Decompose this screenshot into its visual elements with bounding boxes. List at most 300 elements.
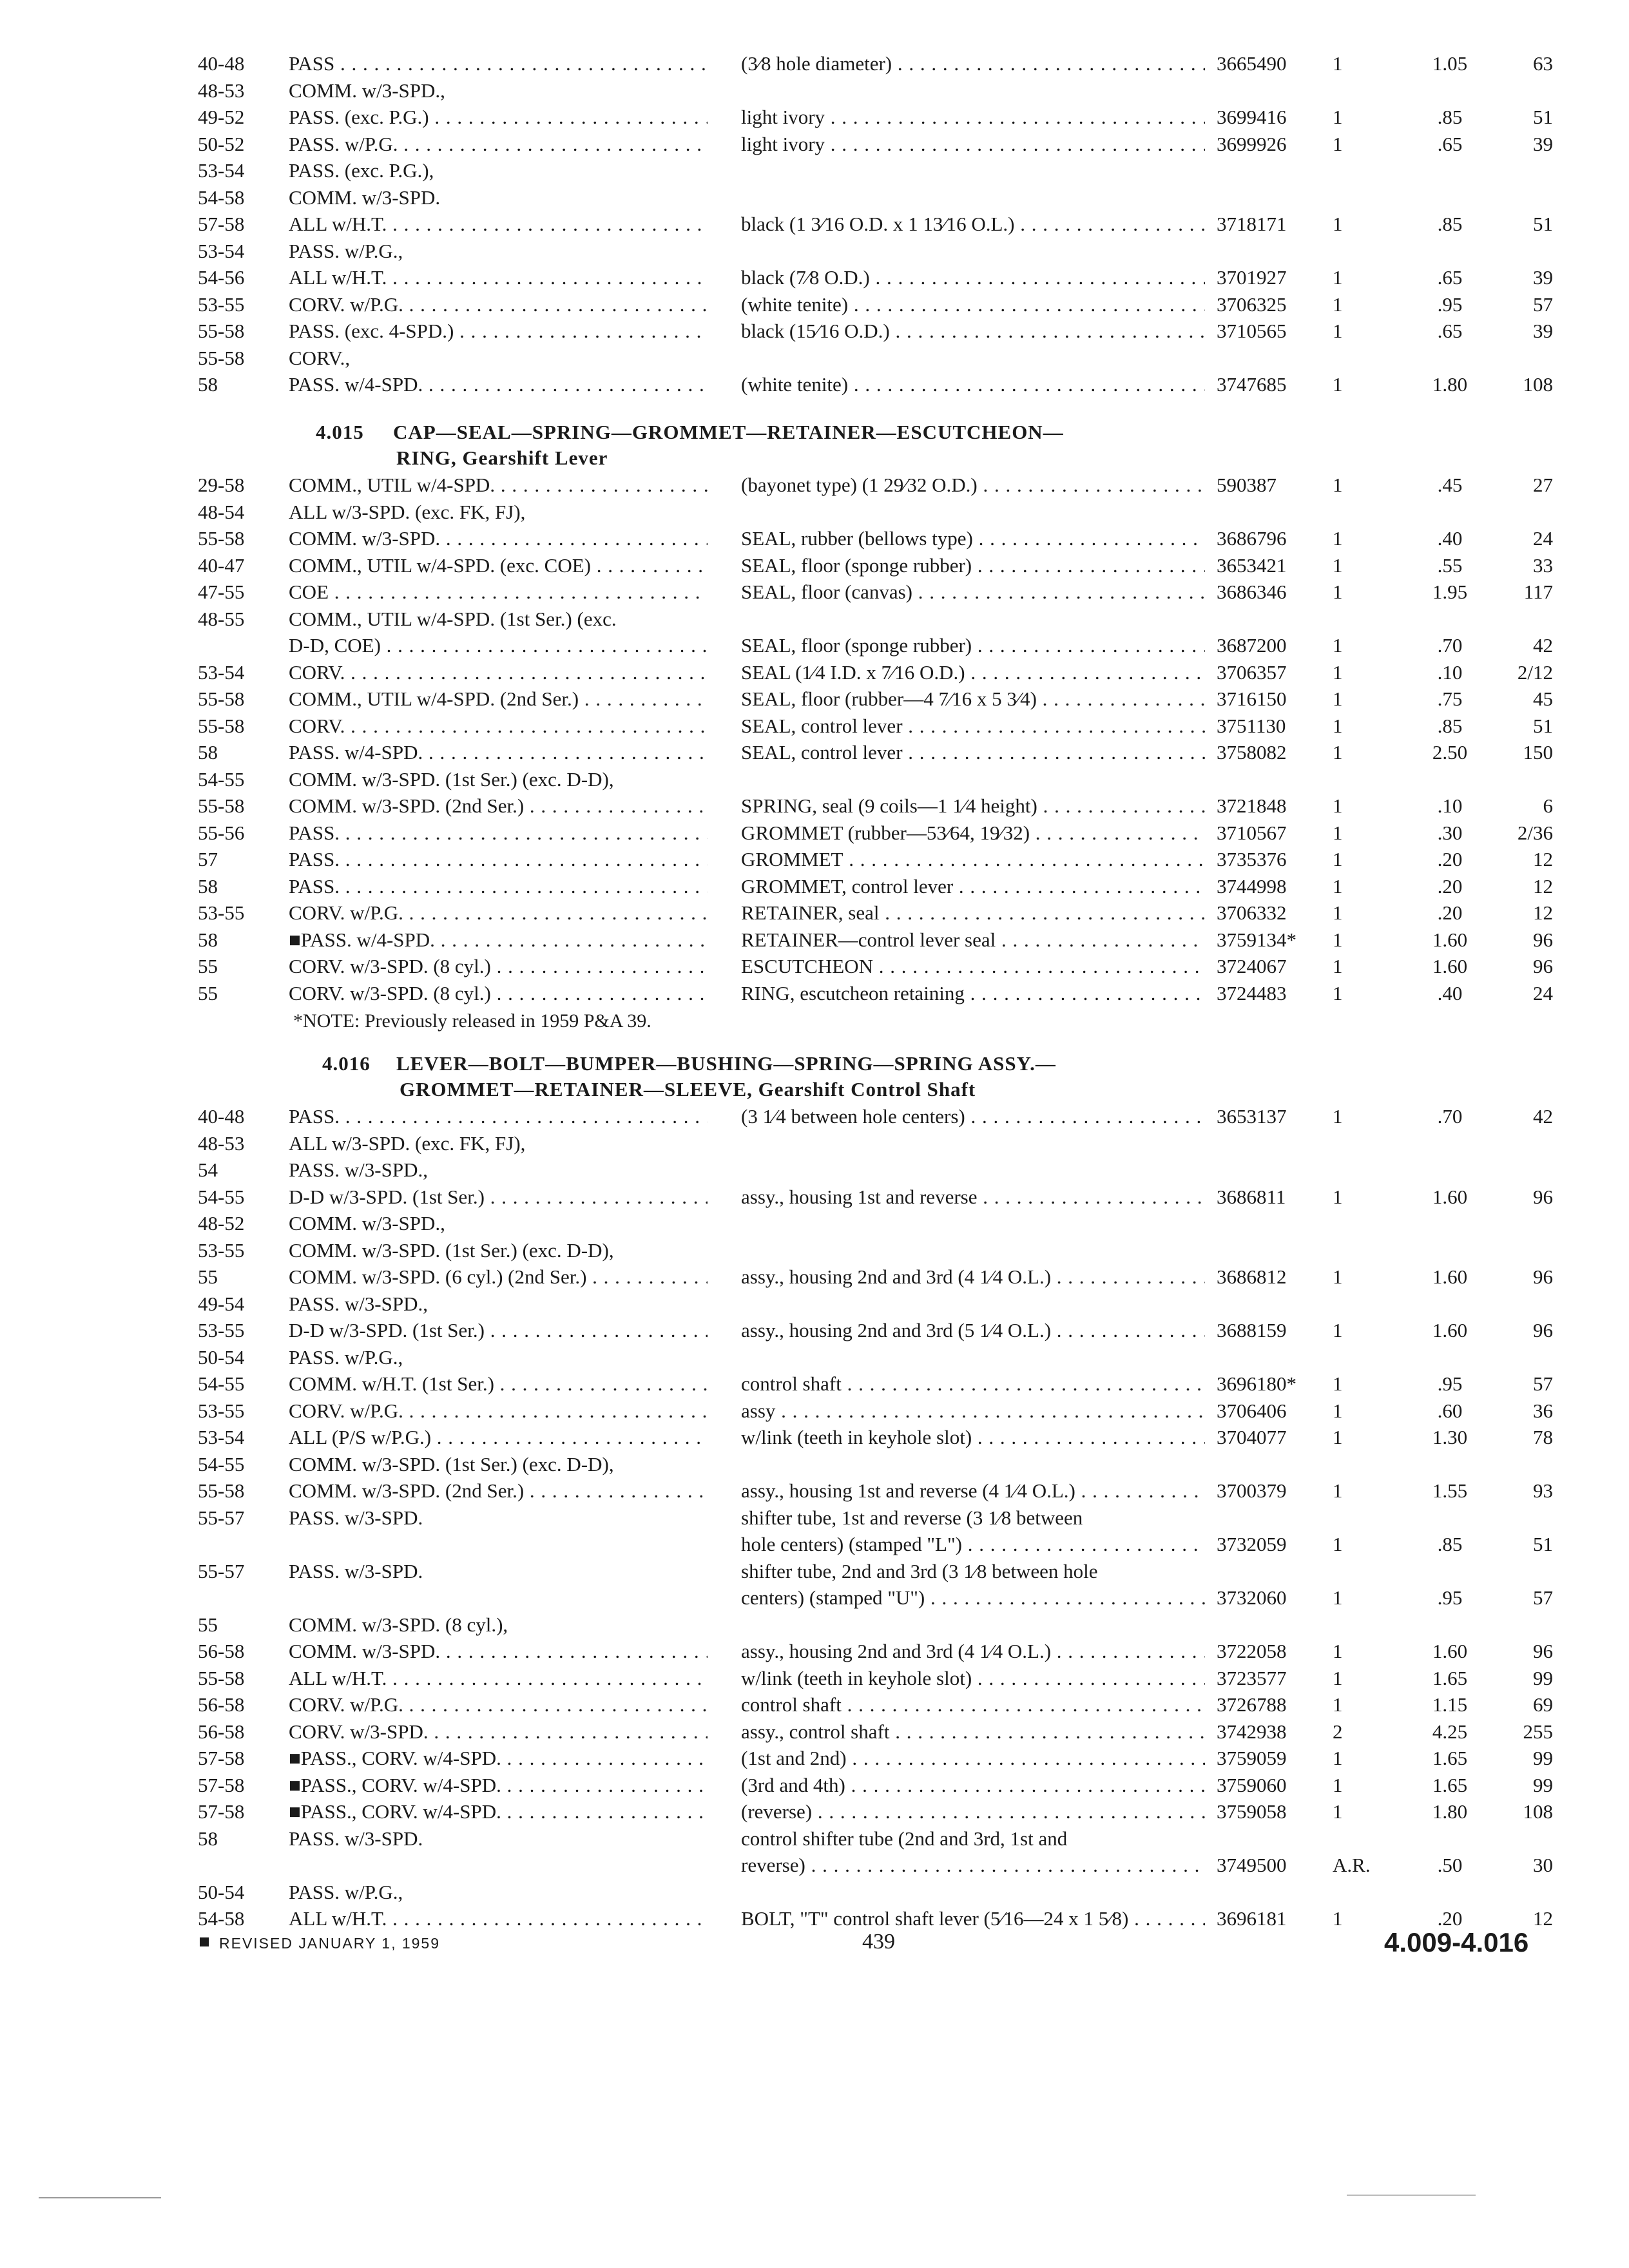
part-number: 3747685 — [1217, 373, 1287, 396]
dealer-price: 2/36 — [1517, 821, 1553, 844]
parts-row — [0, 606, 1629, 633]
quantity: 1 — [1333, 1105, 1343, 1128]
parts-row — [0, 686, 1629, 713]
description: GROMMET . . . — [741, 846, 1205, 873]
part-number: 3699926 — [1217, 132, 1287, 155]
parts-row — [0, 472, 1629, 499]
dealer-price: 96 — [1533, 1265, 1553, 1288]
parts-row — [0, 238, 1629, 265]
quantity: 1 — [1333, 687, 1343, 710]
part-number: 3718171 — [1217, 213, 1287, 235]
description: RETAINER, seal . . . — [741, 899, 1205, 927]
part-number: 3732059 — [1217, 1533, 1287, 1555]
application: COMM. w/3-SPD. (8 cyl.), — [289, 1613, 508, 1636]
year-range: 40-48 — [198, 1105, 245, 1128]
year-range: 54-55 — [198, 1185, 245, 1208]
quantity: 1 — [1333, 213, 1343, 235]
description: assy., housing 2nd and 3rd (4 1⁄4 O.L.) . . . — [741, 1264, 1205, 1291]
description: RING, escutcheon retaining . . . — [741, 980, 1205, 1007]
dealer-price: 93 — [1533, 1479, 1553, 1502]
parts-row — [0, 1584, 1629, 1611]
parts-row — [0, 1210, 1629, 1237]
quantity: 1 — [1333, 741, 1343, 764]
part-number: 3742938 — [1217, 1720, 1287, 1743]
dealer-price: 99 — [1533, 1773, 1553, 1796]
application: PASS. . . . — [289, 873, 708, 900]
year-range: 48-52 — [198, 1212, 245, 1235]
application: COMM. w/3-SPD. . . . — [289, 1638, 708, 1665]
description: control shifter tube (2nd and 3rd, 1st and — [741, 1827, 1068, 1850]
parts-row — [0, 846, 1629, 873]
year-range: 49-54 — [198, 1292, 245, 1315]
application: COMM. w/3-SPD. (1st Ser.) (exc. D-D), — [289, 767, 614, 791]
year-range: 40-48 — [198, 52, 245, 75]
application: ■PASS., CORV. w/4-SPD. . . . — [289, 1745, 708, 1772]
application: PASS. (exc. P.G.), — [289, 159, 434, 182]
application: ALL w/H.T. . . . — [289, 211, 708, 238]
dealer-price: 45 — [1533, 687, 1553, 710]
application: D-D w/3-SPD. (1st Ser.) . . . — [289, 1184, 708, 1211]
part-number: 3735376 — [1217, 848, 1287, 870]
list-price: .95 — [1437, 1372, 1463, 1395]
year-range: 29-58 — [198, 474, 245, 496]
dealer-price: 96 — [1533, 955, 1553, 977]
description: light ivory . . . — [741, 131, 1205, 158]
description: (white tenite) . . . — [741, 371, 1205, 398]
application: ■PASS., CORV. w/4-SPD. . . . — [289, 1798, 708, 1825]
year-range: 54-58 — [198, 1907, 245, 1930]
application: COMM. w/3-SPD. (2nd Ser.) . . . — [289, 1477, 708, 1504]
parts-row — [0, 1291, 1629, 1318]
list-price: 1.65 — [1432, 1666, 1468, 1689]
application: CORV. w/3-SPD. (8 cyl.) . . . — [289, 953, 708, 980]
application: COMM., UTIL w/4-SPD. . . . — [289, 472, 708, 499]
parts-row — [0, 1184, 1629, 1211]
description: SEAL, rubber (bellows type) . . . — [741, 525, 1205, 552]
part-number: 590387 — [1217, 474, 1277, 496]
quantity: 1 — [1333, 320, 1343, 342]
description: SEAL, control lever . . . — [741, 739, 1205, 766]
part-number: 3696181 — [1217, 1907, 1287, 1930]
quantity: 1 — [1333, 527, 1343, 550]
application: ALL w/3-SPD. (exc. FK, FJ), — [289, 500, 526, 523]
year-range: 58 — [198, 1827, 218, 1850]
quantity: 1 — [1333, 1185, 1343, 1208]
year-range: 55-57 — [198, 1559, 245, 1582]
year-range: 54-55 — [198, 1452, 245, 1475]
dealer-price: 99 — [1533, 1666, 1553, 1689]
year-range: 55 — [198, 1613, 218, 1636]
list-price: .85 — [1437, 1533, 1463, 1555]
quantity: 1 — [1333, 874, 1343, 898]
part-number: 3686812 — [1217, 1265, 1287, 1288]
application: PASS. w/4-SPD. . . . — [289, 739, 708, 766]
application: ■PASS. w/4-SPD. . . . — [289, 927, 708, 954]
dealer-price: 39 — [1533, 132, 1553, 155]
quantity: 1 — [1333, 928, 1343, 951]
part-number: 3726788 — [1217, 1693, 1287, 1716]
application: COMM. w/3-SPD., — [289, 1212, 445, 1235]
quantity: 1 — [1333, 1640, 1343, 1662]
list-price: .20 — [1437, 874, 1463, 898]
list-price: .75 — [1437, 687, 1463, 710]
parts-row — [0, 50, 1629, 77]
year-range: 50-54 — [198, 1880, 245, 1903]
part-number: 3759134* — [1217, 928, 1296, 951]
part-number: 3758082 — [1217, 741, 1287, 764]
application: CORV. . . . — [289, 659, 708, 686]
application: PASS. w/P.G., — [289, 1345, 403, 1369]
list-price: .40 — [1437, 527, 1463, 550]
parts-row — [0, 953, 1629, 980]
application: CORV. w/3-SPD. . . . — [289, 1718, 708, 1745]
parts-row — [0, 1745, 1629, 1772]
list-price: .20 — [1437, 901, 1463, 924]
application: PASS. (exc. P.G.) . . . — [289, 104, 708, 131]
dealer-price: 39 — [1533, 320, 1553, 342]
application: PASS. w/P.G. . . . — [289, 131, 708, 158]
description: reverse) . . . — [741, 1852, 1205, 1879]
year-range: 58 — [198, 874, 218, 898]
year-range: 58 — [198, 741, 218, 764]
list-price: 1.55 — [1432, 1479, 1468, 1502]
quantity: 1 — [1333, 132, 1343, 155]
quantity: 1 — [1333, 293, 1343, 316]
year-range: 55-58 — [198, 527, 245, 550]
year-range: 50-52 — [198, 132, 245, 155]
list-price: 1.15 — [1432, 1693, 1468, 1716]
description: SEAL, control lever . . . — [741, 713, 1205, 740]
quantity: 1 — [1333, 955, 1343, 977]
parts-row — [0, 499, 1629, 526]
application: PASS. (exc. 4-SPD.) . . . — [289, 318, 708, 345]
year-range: 53-55 — [198, 1238, 245, 1262]
description: assy . . . — [741, 1398, 1205, 1425]
list-price: 2.50 — [1432, 741, 1468, 764]
dealer-price: 57 — [1533, 1586, 1553, 1609]
application: CORV. w/P.G. . . . — [289, 291, 708, 318]
year-range: 57 — [198, 848, 218, 870]
part-number: 3688159 — [1217, 1319, 1287, 1341]
application: COMM., UTIL w/4-SPD. (2nd Ser.) . . . — [289, 686, 708, 713]
parts-row — [0, 1691, 1629, 1718]
parts-row — [0, 820, 1629, 847]
list-price: .10 — [1437, 660, 1463, 684]
dealer-price: 36 — [1533, 1399, 1553, 1422]
part-number: 3686796 — [1217, 527, 1287, 550]
year-range: 50-54 — [198, 1345, 245, 1369]
application: COMM. w/3-SPD. (2nd Ser.) . . . — [289, 793, 708, 820]
parts-row — [0, 1531, 1629, 1558]
application: PASS. . . . — [289, 820, 708, 847]
quantity: 1 — [1333, 821, 1343, 844]
parts-row — [0, 184, 1629, 211]
list-price: 1.95 — [1432, 581, 1468, 603]
dealer-price: 96 — [1533, 1319, 1553, 1341]
dealer-price: 96 — [1533, 1185, 1553, 1208]
application: ALL w/H.T. . . . — [289, 264, 708, 291]
application: COE . . . — [289, 579, 708, 606]
parts-row — [0, 1825, 1629, 1852]
part-number: 3716150 — [1217, 687, 1287, 710]
dealer-price: 51 — [1533, 106, 1553, 128]
list-price: .95 — [1437, 293, 1463, 316]
quantity: 1 — [1333, 1533, 1343, 1555]
part-number: 3721848 — [1217, 794, 1287, 817]
list-price: .50 — [1437, 1854, 1463, 1876]
dealer-price: 6 — [1543, 794, 1553, 817]
dealer-price: 33 — [1533, 553, 1553, 577]
list-price: .70 — [1437, 634, 1463, 657]
parts-row — [0, 873, 1629, 900]
part-number: 3723577 — [1217, 1666, 1287, 1689]
part-number: 3699416 — [1217, 106, 1287, 128]
parts-row — [0, 131, 1629, 158]
application: COMM. w/3-SPD. . . . — [289, 525, 708, 552]
section-title: CAP—SEAL—SPRING—GROMMET—RETAINER—ESCUTCHEON— — [393, 421, 1064, 443]
list-price: .65 — [1437, 132, 1463, 155]
year-range: 53-55 — [198, 1319, 245, 1341]
list-price: .85 — [1437, 106, 1463, 128]
parts-row — [0, 345, 1629, 372]
year-range: 55-58 — [198, 794, 245, 817]
list-price: 1.05 — [1432, 52, 1468, 75]
section-number: 4.015 — [316, 421, 364, 443]
year-range: 55-58 — [198, 687, 245, 710]
dealer-price: 108 — [1523, 373, 1553, 396]
year-range: 57-58 — [198, 1773, 245, 1796]
dealer-price: 12 — [1533, 848, 1553, 870]
part-number: 3686811 — [1217, 1185, 1286, 1208]
quantity: 1 — [1333, 1907, 1343, 1930]
application: CORV. w/3-SPD. (8 cyl.) . . . — [289, 980, 708, 1007]
quantity: 1 — [1333, 1265, 1343, 1288]
year-range: 48-55 — [198, 607, 245, 630]
year-range: 57-58 — [198, 213, 245, 235]
application: ALL w/H.T. . . . — [289, 1905, 708, 1932]
description: control shaft . . . — [741, 1691, 1205, 1718]
parts-row — [0, 1558, 1629, 1585]
year-range: 48-54 — [198, 500, 245, 523]
description: SEAL, floor (canvas) . . . — [741, 579, 1205, 606]
application: COMM., UTIL w/4-SPD. (1st Ser.) (exc. — [289, 607, 617, 630]
dealer-price: 57 — [1533, 1372, 1553, 1395]
list-price: 4.25 — [1432, 1720, 1468, 1743]
year-range: 53-55 — [198, 901, 245, 924]
quantity: 1 — [1333, 1372, 1343, 1395]
application: CORV. w/P.G. . . . — [289, 1691, 708, 1718]
parts-row — [0, 1638, 1629, 1665]
application: ALL w/H.T. . . . — [289, 1665, 708, 1692]
dealer-price: 63 — [1533, 52, 1553, 75]
dealer-price: 24 — [1533, 527, 1553, 550]
parts-row — [0, 1504, 1629, 1532]
parts-row — [0, 1665, 1629, 1692]
application: ALL (P/S w/P.G.) . . . — [289, 1424, 708, 1451]
parts-row — [0, 157, 1629, 184]
parts-row — [0, 1798, 1629, 1825]
quantity: 2 — [1333, 1720, 1343, 1743]
parts-row — [0, 1398, 1629, 1425]
list-price: .20 — [1437, 848, 1463, 870]
scan-artifact-left — [39, 2197, 161, 2198]
part-number: 3653137 — [1217, 1105, 1287, 1128]
parts-row — [0, 104, 1629, 131]
description: SEAL, floor (sponge rubber) . . . — [741, 632, 1205, 659]
description: GROMMET (rubber—53⁄64, 19⁄32) . . . — [741, 820, 1205, 847]
list-price: 1.60 — [1432, 1319, 1468, 1341]
parts-row — [0, 659, 1629, 686]
dealer-price: 51 — [1533, 1533, 1553, 1555]
dealer-price: 255 — [1523, 1720, 1553, 1743]
part-number: 3686346 — [1217, 581, 1287, 603]
parts-row — [0, 927, 1629, 954]
list-price: .60 — [1437, 1399, 1463, 1422]
application: D-D w/3-SPD. (1st Ser.) . . . — [289, 1317, 708, 1344]
application: PASS. w/P.G., — [289, 1880, 403, 1903]
year-range: 53-55 — [198, 293, 245, 316]
list-price: 1.60 — [1432, 928, 1468, 951]
quantity: 1 — [1333, 1666, 1343, 1689]
part-number: 3759059 — [1217, 1747, 1287, 1769]
description: w/link (teeth in keyhole slot) . . . — [741, 1424, 1205, 1451]
parts-row — [0, 1718, 1629, 1745]
dealer-price: 78 — [1533, 1426, 1553, 1448]
year-range: 54 — [198, 1158, 218, 1181]
dealer-price: 24 — [1533, 981, 1553, 1004]
section-subtitle: GROMMET—RETAINER—SLEEVE, Gearshift Control Shaft — [400, 1078, 976, 1100]
description: ESCUTCHEON . . . — [741, 953, 1205, 980]
year-range: 54-55 — [198, 767, 245, 791]
parts-row — [0, 1317, 1629, 1344]
parts-row — [0, 1344, 1629, 1371]
parts-row — [0, 980, 1629, 1007]
part-number: 3710567 — [1217, 821, 1287, 844]
quantity: 1 — [1333, 1426, 1343, 1448]
list-price: .45 — [1437, 474, 1463, 496]
list-price: 1.60 — [1432, 955, 1468, 977]
year-range: 55 — [198, 981, 218, 1004]
application: PASS. w/4-SPD. . . . — [289, 371, 708, 398]
description: RETAINER—control lever seal . . . — [741, 927, 1205, 954]
quantity: 1 — [1333, 1479, 1343, 1502]
application: PASS. . . . — [289, 846, 708, 873]
part-number: 3759058 — [1217, 1800, 1287, 1823]
section-subtitle: RING, Gearshift Lever — [396, 447, 608, 469]
year-range: 53-54 — [198, 159, 245, 182]
application: CORV. . . . — [289, 713, 708, 740]
application: CORV., — [289, 346, 351, 369]
year-range: 55 — [198, 955, 218, 977]
parts-row — [0, 1237, 1629, 1264]
application: COMM. w/3-SPD., — [289, 79, 445, 102]
list-price: .55 — [1437, 553, 1463, 577]
description: light ivory . . . — [741, 104, 1205, 131]
dealer-price: 42 — [1533, 634, 1553, 657]
description: SEAL, floor (sponge rubber) . . . — [741, 552, 1205, 579]
dealer-price: 30 — [1533, 1854, 1553, 1876]
quantity: 1 — [1333, 1800, 1343, 1823]
year-range: 48-53 — [198, 1131, 245, 1155]
application: PASS. w/P.G., — [289, 239, 403, 262]
dealer-price: 96 — [1533, 928, 1553, 951]
description: hole centers) (stamped "L") . . . — [741, 1531, 1205, 1558]
part-number: 3696180* — [1217, 1372, 1296, 1395]
parts-row — [0, 1130, 1629, 1157]
list-price: .70 — [1437, 1105, 1463, 1128]
quantity: 1 — [1333, 660, 1343, 684]
page-number: 439 — [862, 1930, 895, 1954]
dealer-price: 27 — [1533, 474, 1553, 496]
dealer-price: 57 — [1533, 293, 1553, 316]
scan-artifact-right — [1347, 2195, 1476, 2196]
description: (white tenite) . . . — [741, 291, 1205, 318]
description: assy., housing 1st and reverse (4 1⁄4 O.L.) . . . — [741, 1477, 1205, 1504]
part-number: 3724483 — [1217, 981, 1287, 1004]
parts-row — [0, 1611, 1629, 1639]
description: shifter tube, 2nd and 3rd (3 1⁄8 between hole — [741, 1559, 1098, 1582]
quantity: 1 — [1333, 1399, 1343, 1422]
parts-row — [0, 1772, 1629, 1799]
application: D-D, COE) . . . — [289, 632, 708, 659]
list-price: 1.60 — [1432, 1265, 1468, 1288]
parts-row — [0, 1103, 1629, 1130]
quantity: 1 — [1333, 1319, 1343, 1341]
year-range: 47-55 — [198, 581, 245, 603]
part-number: 3710565 — [1217, 320, 1287, 342]
list-price: 1.65 — [1432, 1773, 1468, 1796]
quantity: 1 — [1333, 581, 1343, 603]
dealer-price: 2/12 — [1517, 660, 1553, 684]
parts-row — [0, 291, 1629, 318]
list-price: .65 — [1437, 320, 1463, 342]
quantity: 1 — [1333, 106, 1343, 128]
quantity: 1 — [1333, 1693, 1343, 1716]
parts-row — [0, 793, 1629, 820]
part-number: 3724067 — [1217, 955, 1287, 977]
revision-date: REVISED JANUARY 1, 1959 — [219, 1935, 441, 1952]
list-price: .20 — [1437, 1907, 1463, 1930]
application: PASS . . . — [289, 50, 708, 77]
application: CORV. w/P.G. . . . — [289, 1398, 708, 1425]
year-range: 55-58 — [198, 714, 245, 737]
description: shifter tube, 1st and reverse (3 1⁄8 between — [741, 1506, 1083, 1529]
application: PASS. w/3-SPD. — [289, 1827, 423, 1850]
part-number: 3665490 — [1217, 52, 1287, 75]
year-range: 40-47 — [198, 553, 245, 577]
list-price: .85 — [1437, 213, 1463, 235]
quantity: 1 — [1333, 1586, 1343, 1609]
application: CORV. w/P.G. . . . — [289, 899, 708, 927]
list-price: 1.65 — [1432, 1747, 1468, 1769]
year-range: 58 — [198, 928, 218, 951]
list-price: 1.80 — [1432, 373, 1468, 396]
list-price: .95 — [1437, 1586, 1463, 1609]
part-number: 3732060 — [1217, 1586, 1287, 1609]
parts-row — [0, 579, 1629, 606]
quantity: 1 — [1333, 373, 1343, 396]
description: SEAL (1⁄4 I.D. x 7⁄16 O.D.) . . . — [741, 659, 1205, 686]
part-number: 3759060 — [1217, 1773, 1287, 1796]
year-range: 57-58 — [198, 1800, 245, 1823]
application: COMM. w/3-SPD. — [289, 186, 441, 209]
parts-row — [0, 739, 1629, 766]
parts-row — [0, 713, 1629, 740]
year-range: 55-58 — [198, 320, 245, 342]
revision-square-icon — [200, 1937, 209, 1946]
section-title: LEVER—BOLT—BUMPER—BUSHING—SPRING—SPRING ASSY.— — [396, 1052, 1056, 1075]
year-range: 55-57 — [198, 1506, 245, 1529]
